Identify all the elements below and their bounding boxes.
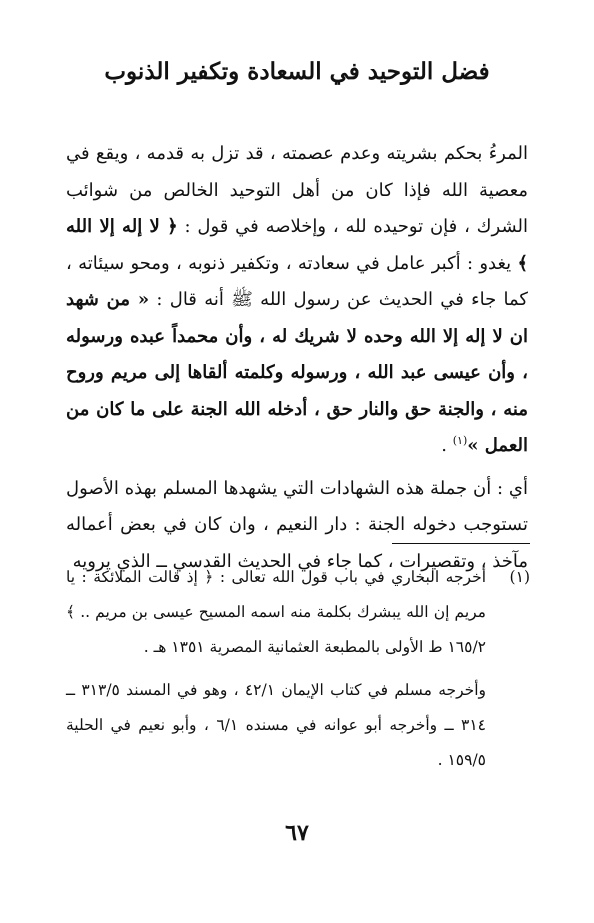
footnote-marker: (١): [509, 568, 530, 586]
footnote-text-1: أخرجه البخاري في باب قول الله تعالى : ﴿ إذ قالت الملائكة : يا مريم إن الله يبشرك بكلمة منه اسمه المسيح عيسى بن مريم .. ﴾ ١٦٥/٢ ط الأولى بالمطبعة العثمانية المصرية ١٣٥١ هـ .: [66, 568, 486, 656]
footnote-text-2: وأخرجه مسلم في كتاب الإيمان ٤٢/١ ، وهو في المسند ٣١٣/٥ ــ ٣١٤ ــ وأخرجه أبو عوانه في مسنده ٦/١ ، وأبو نعيم في الحلية ١٥٩/٥ .: [66, 681, 487, 769]
footnote-1: [66, 560, 530, 665]
paragraph-1-end: .: [441, 435, 453, 456]
paragraph-2: أي : أن جملة هذه الشهادات التي يشهدها المسلم بهذه الأصول تستوجب دخوله الجنة : دار النعيم ، وان كان في بعض أعماله مآخذ ، وتقصيرات ، كما جاء في الحديث القدسي ــ الذي يرويه: [66, 477, 528, 572]
paragraph-1-part-1: المرءُ بحكم بشريته وعدم عصمته ، قد تزل به قدمه ، ويقع في معصية الله فإذا كان من أهل التوحيد الخالص من شوائب الشرك ، فإن توحيده لله ، وإخلاصه في قول :: [66, 143, 528, 237]
hadith-quote: « من شهد ان لا إله إلا الله وحده لا شريك له ، وأن محمداً عبده ورسوله ، وأن عيسى عبد الله ، ورسوله وكلمته ألقاها إلى مريم وروح منه ، والجنة حق والنار حق ، أدخله الله الجنة على ما كان من العمل »: [66, 289, 528, 456]
page-number: ٦٧: [285, 820, 309, 846]
footnote-divider: [392, 543, 530, 544]
tawhid-quote: ﴿ لا إله إلا الله ﴾: [66, 216, 528, 274]
footnote-reference[interactable]: (١): [452, 434, 468, 447]
footnotes-section: [66, 560, 530, 778]
main-text: [66, 136, 528, 580]
paragraph-1: [66, 136, 528, 465]
page-title: فضل التوحيد في السعادة وتكفير الذنوب: [104, 58, 490, 85]
paragraph-1-part-2: يغدو : أكبر عامل في سعادته ، وتكفير ذنوبه ، ومحو سيئاته ، كما جاء في الحديث عن رسول الله ﷺ أنه قال :: [66, 252, 528, 310]
